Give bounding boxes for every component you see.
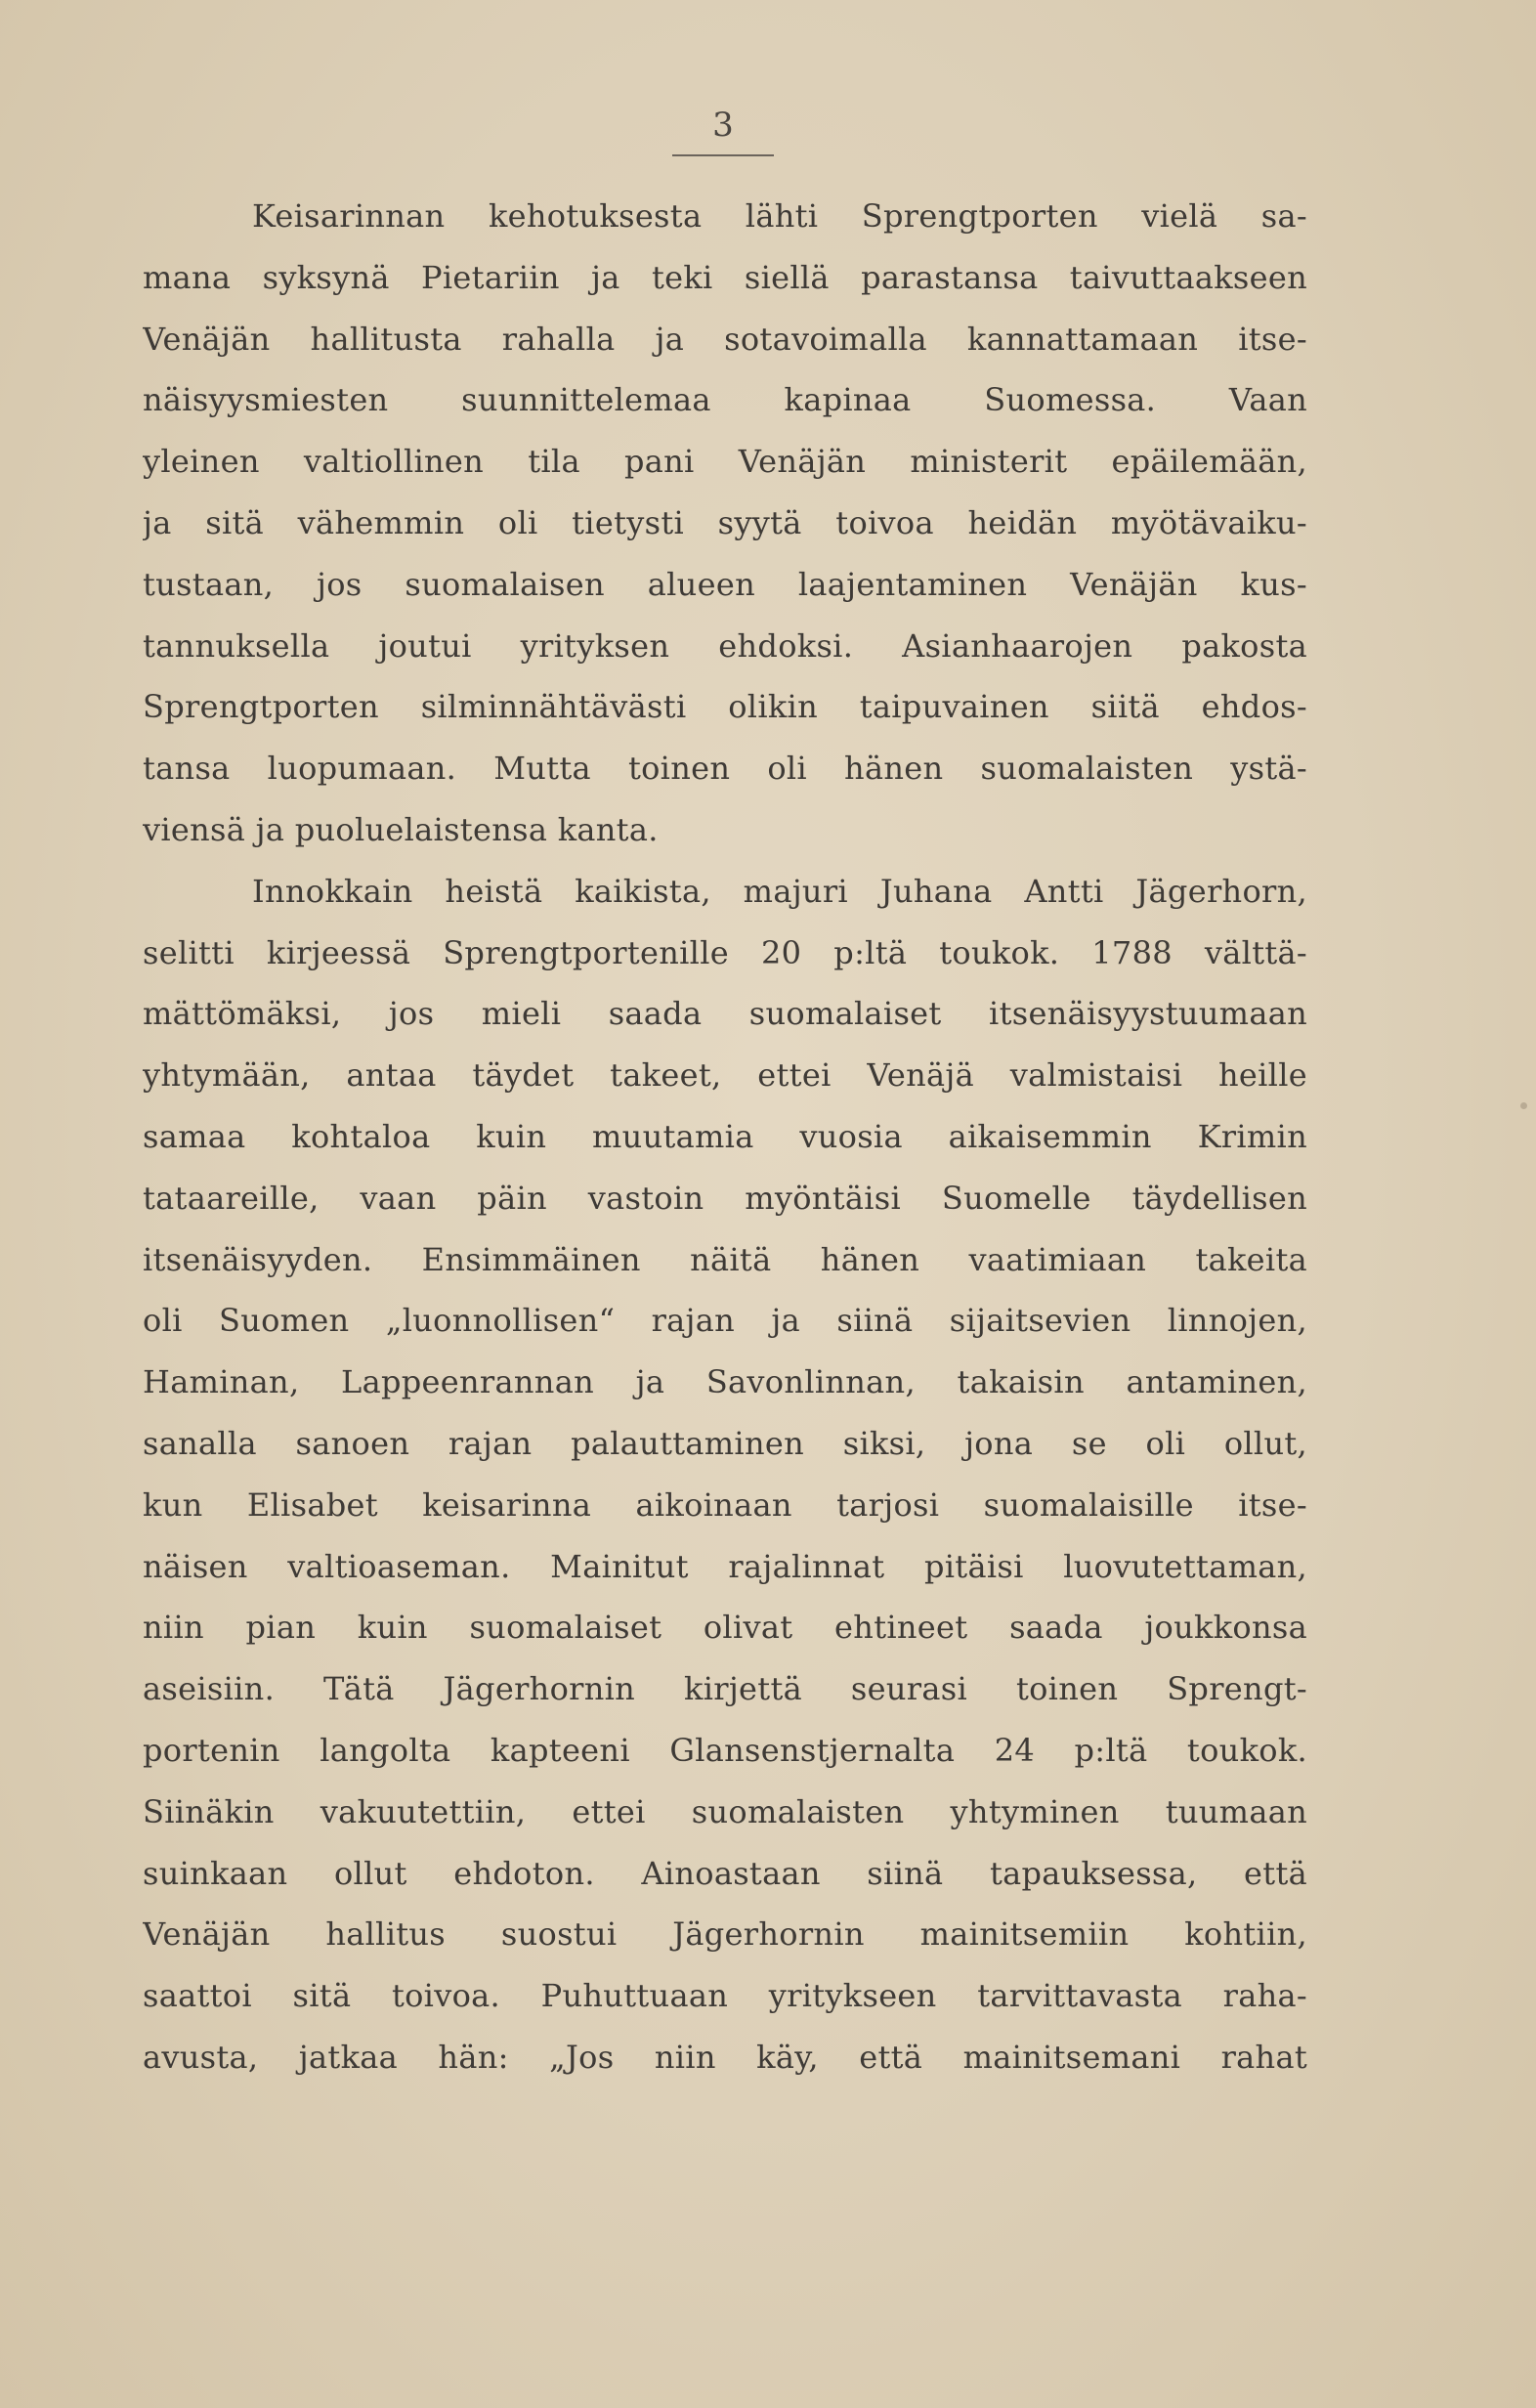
text-line: Innokkain heistä kaikista, majuri Juhana Antti Jägerhorn, <box>252 872 1307 910</box>
text-line: avusta, jatkaa hän: „Jos niin käy, että mainitsemani rahat <box>143 2038 1307 2076</box>
page-number: 3 <box>712 106 734 145</box>
paper-speck <box>1520 1102 1527 1109</box>
page-number-rule <box>672 154 774 156</box>
text-line: sanalla sanoen rajan palauttaminen siksi, jona se oli ollut, <box>143 1424 1307 1462</box>
text-line: tataareille, vaan päin vastoin myöntäisi Suomelle täydellisen <box>143 1179 1307 1217</box>
text-line: Haminan, Lappeenrannan ja Savonlinnan, takaisin antaminen, <box>143 1363 1307 1401</box>
text-line: mättömäksi, jos mieli saada suomalaiset itsenäisyystuumaan <box>143 995 1307 1033</box>
body-text <box>143 186 1307 2088</box>
text-line: niin pian kuin suomalaiset olivat ehtineet saada joukkonsa <box>143 1609 1307 1647</box>
text-line: Sprengtporten silminnähtävästi olikin taipuvainen siitä ehdos- <box>143 688 1307 726</box>
text-line: tansa luopumaan. Mutta toinen oli hänen suomalaisten ystä- <box>143 750 1307 788</box>
text-line: yleinen valtiollinen tila pani Venäjän ministerit epäilemään, <box>143 443 1307 481</box>
text-line: portenin langolta kapteeni Glansenstjernalta 24 p:ltä toukok. <box>143 1731 1307 1769</box>
text-line: kun Elisabet keisarinna aikoinaan tarjosi suomalaisille itse- <box>143 1485 1307 1524</box>
text-line: tustaan, jos suomalaisen alueen laajentaminen Venäjän kus- <box>143 565 1307 603</box>
text-line: mana syksynä Pietariin ja teki siellä parastansa taivuttaakseen <box>143 258 1307 296</box>
text-line: yhtymään, antaa täydet takeet, ettei Venäjä valmistaisi heille <box>143 1056 1307 1095</box>
text-line: itsenäisyyden. Ensimmäinen näitä hänen vaatimiaan takeita <box>143 1240 1307 1278</box>
text-line: suinkaan ollut ehdoton. Ainoastaan siinä tapauksessa, että <box>143 1854 1307 1892</box>
text-line: Venäjän hallitusta rahalla ja sotavoimalla kannattamaan itse- <box>143 320 1307 358</box>
text-line: näisen valtioaseman. Mainitut rajalinnat pitäisi luovutettaman, <box>143 1547 1307 1585</box>
text-line: Siinäkin vakuutettiin, ettei suomalaisten yhtyminen tuumaan <box>143 1792 1307 1830</box>
text-line: aseisiin. Tätä Jägerhornin kirjettä seurasi toinen Sprengt- <box>143 1670 1307 1708</box>
text-line: samaa kohtaloa kuin muutamia vuosia aikaisemmin Krimin <box>143 1117 1307 1155</box>
text-line: näisyysmiesten suunnittelemaa kapinaa Suomessa. Vaan <box>143 381 1307 419</box>
text-line: selitti kirjeessä Sprengtportenille 20 p:ltä toukok. 1788 välttä- <box>143 933 1307 971</box>
text-line: Venäjän hallitus suostui Jägerhornin mainitsemiin kohtiin, <box>143 1915 1307 1954</box>
text-line: Keisarinnan kehotuksesta lähti Sprengtporten vielä sa- <box>252 197 1307 235</box>
text-line: viensä ja puoluelaistensa kanta. <box>143 810 659 848</box>
text-line: oli Suomen „luonnollisen“ rajan ja siinä sijaitsevien linnojen, <box>143 1302 1307 1340</box>
text-line: ja sitä vähemmin oli tietysti syytä toivoa heidän myötävaiku- <box>143 503 1307 541</box>
text-line: saattoi sitä toivoa. Puhuttuaan yritykseen tarvittavasta raha- <box>143 1977 1307 2015</box>
text-line: tannuksella joutui yrityksen ehdoksi. Asianhaarojen pakosta <box>143 626 1307 665</box>
